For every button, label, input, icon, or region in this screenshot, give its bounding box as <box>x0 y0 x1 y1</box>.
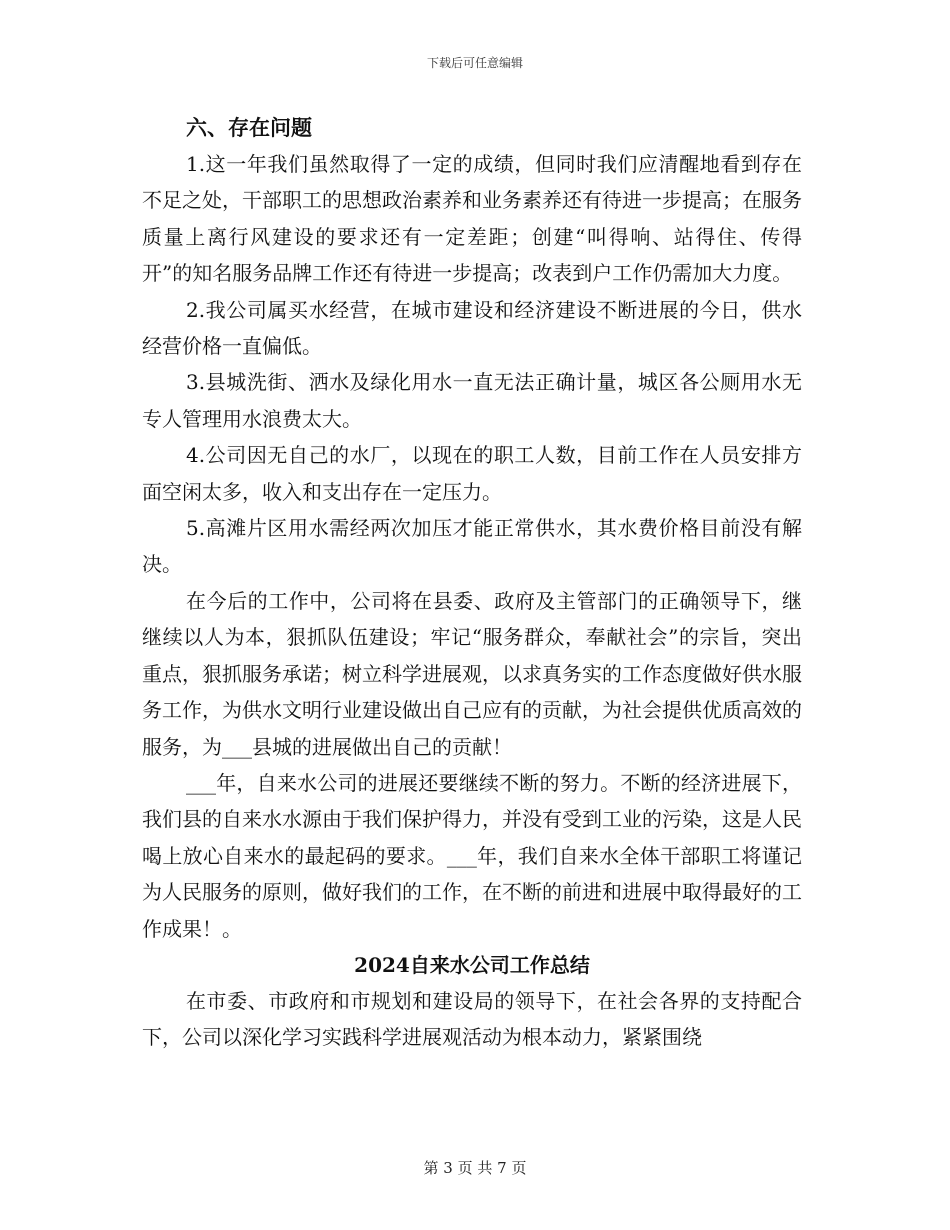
future-work-paragraph: 在今后的工作中，公司将在县委、政府及主管部门的正确领导下，继继续以人为本，狠抓队伍建设；牢记“服务群众，奉献社会”的宗旨，突出重点，狠抓服务承诺；树立科学进展观，以求真务实的工作态度做好供水服务工作，为供水文明行业建设做出自己应有的贡献，为社会提供优质高效的服务，为___县城的进展做出自己的贡献！ <box>142 588 802 759</box>
next-document-title: 2024自来水公司工作总结 <box>354 952 590 977</box>
section-heading: 六、存在问题 <box>186 115 312 140</box>
problem-item-5: 5.高滩片区用水需经两次加压才能正常供水，其水费价格目前没有解决。 <box>142 516 802 577</box>
problem-item-4: 4.公司因无自己的水厂，以现在的职工人数，目前工作在人员安排方面空闲太多，收入和支出存在一定压力。 <box>142 443 802 504</box>
problem-item-1: 1.这一年我们虽然取得了一定的成绩，但同时我们应清醒地看到存在不足之处，干部职工的思想政治素养和业务素养还有待进一步提高；在服务质量上离行风建设的要求还有一定差距；创建“叫得响、站得住、传得开”的知名服务品牌工作还有待进一步提高；改表到户工作仍需加大力度。 <box>142 152 802 286</box>
closing-paragraph: ___年，自来水公司的进展还要继续不断的努力。不断的经济进展下，我们县的自来水水源由于我们保护得力，并没有受到工业的污染，这是人民喝上放心自来水的最起码的要求。___年，我们自来水全体干部职工将谨记为人民服务的原则，做好我们的工作，在不断的前进和进展中取得最好的工作成果！。 <box>142 770 802 941</box>
header-note: 下载后可任意编辑 <box>426 56 523 70</box>
problem-item-2: 2.我公司属买水经营，在城市建设和经济建设不断进展的今日，供水经营价格一直偏低。 <box>142 297 802 359</box>
page-number-footer: 第 3 页 共 7 页 <box>423 1159 527 1177</box>
problem-item-3: 3.县城洗街、洒水及绿化用水一直无法正确计量，城区各公厕用水无专人管理用水浪费太大。 <box>142 370 802 431</box>
next-document-paragraph: 在市委、市政府和市规划和建设局的领导下，在社会各界的支持配合下，公司以深化学习实践科学进展观活动为根本动力，紧紧围绕 <box>142 988 802 1050</box>
document-body <box>142 110 802 1056</box>
